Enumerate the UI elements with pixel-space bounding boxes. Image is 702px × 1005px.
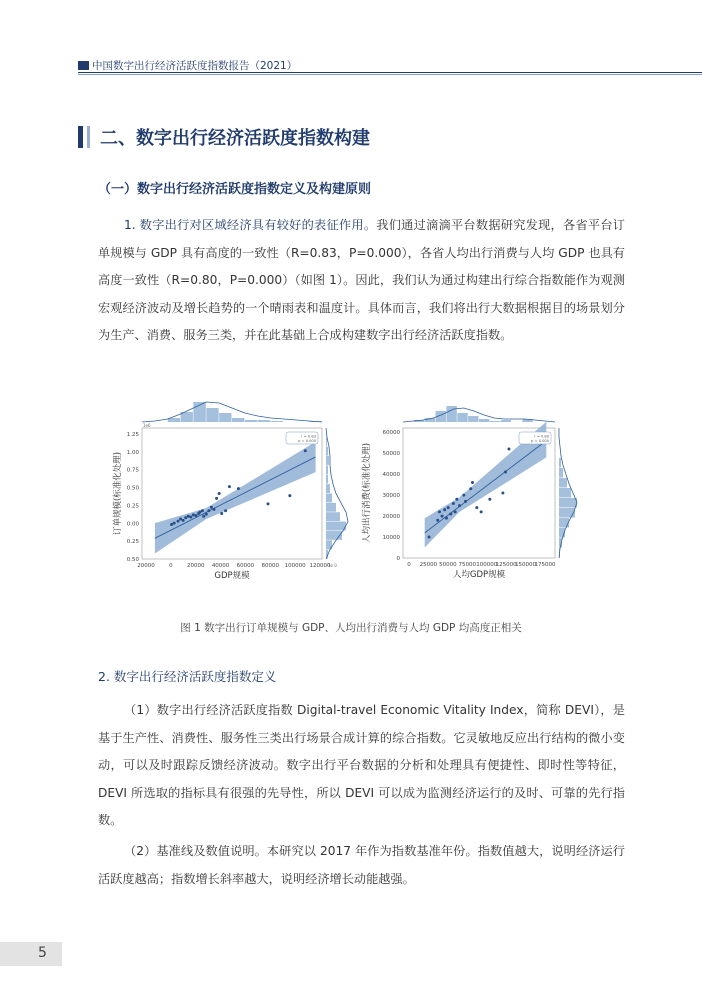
- data-point: [215, 497, 218, 500]
- x-tick-label: 150000: [515, 562, 537, 568]
- x-tick-label: 100000: [284, 563, 306, 569]
- regression-line: [155, 457, 316, 538]
- x-axis-label: 人均GDP规模: [452, 570, 506, 580]
- y-tick-label: 0.50: [126, 557, 139, 563]
- data-point: [198, 511, 201, 514]
- y-tick-label: 10000: [382, 535, 400, 541]
- data-point: [182, 519, 185, 522]
- right-histogram-bar: [559, 458, 561, 468]
- y-tick-label: 30000: [382, 493, 400, 499]
- data-point: [220, 512, 223, 515]
- y-tick-label: 20000: [382, 514, 400, 520]
- data-point: [480, 510, 483, 513]
- top-histogram-bar: [206, 408, 218, 422]
- x-tick-label: 0: [407, 562, 411, 568]
- top-histogram-bar: [271, 421, 283, 422]
- data-point: [179, 518, 182, 521]
- data-point: [462, 494, 465, 497]
- top-histogram-bar: [245, 420, 257, 422]
- right-histogram-bar: [559, 508, 575, 518]
- x-tick-label: 25000: [419, 562, 438, 568]
- figure-caption: 图 1 数字出行订单规模与 GDP、人均出行消费与人均 GDP 均高度正相关: [180, 622, 522, 634]
- data-point: [213, 508, 216, 511]
- top-histogram-bar: [501, 420, 511, 422]
- y-tick-label: 0.25: [126, 503, 139, 510]
- x-tick-label: 80000: [261, 563, 280, 569]
- y-tick-label: 0.00: [126, 521, 139, 528]
- section-marker: [78, 126, 83, 148]
- data-point: [201, 509, 204, 512]
- paragraph-2: （1）数字出行经济活跃度指数 Digital-travel Economic Vitality Index，简称 DEVI），是基于生产性、消费性、服务性三类出行场景合成计算的综合指数。它灵敏地反应出行结构的微小变动，可以及时跟踪反馈经济波动。数字出行平台数据的分析和处理具有便捷性、即时性等特征，DEVI 所选取的指标具有很强的先导性，所以 DEVI 可以成为监测经济运行的及时、可靠的先行指数。: [98, 703, 625, 827]
- y-tick-label: 50000: [382, 451, 400, 457]
- data-point: [458, 504, 461, 507]
- y-axis-label: 人均出行消费(标准化处理): [362, 442, 372, 544]
- data-point: [170, 523, 173, 526]
- legend-entry: r = 0.83: [301, 434, 316, 439]
- subsection-2-title: 2. 数字出行经济活跃度指数定义: [98, 669, 277, 684]
- subsection-title: （一）数字出行经济活跃度指数定义及构建原则: [98, 182, 372, 197]
- data-point: [192, 513, 195, 516]
- data-point: [475, 506, 478, 509]
- data-point: [488, 498, 491, 501]
- data-point: [455, 498, 458, 501]
- chart-gdp-orders: [108, 398, 358, 590]
- data-point: [195, 514, 198, 517]
- section-title: 二、数字出行经济活跃度指数构建: [100, 128, 370, 149]
- data-point: [237, 487, 240, 490]
- data-point: [504, 471, 507, 474]
- data-point: [173, 522, 176, 525]
- data-point: [471, 481, 474, 484]
- data-point: [177, 520, 180, 523]
- data-point: [469, 487, 472, 490]
- top-histogram-bar: [232, 418, 244, 422]
- chart-percapita-gdp-consumption: [355, 398, 600, 590]
- paragraph-1: [98, 212, 625, 350]
- y-tick-label: 0.25: [126, 539, 139, 546]
- y-tick-label: 60000: [382, 430, 400, 436]
- y-tick-label: 40000: [382, 472, 400, 478]
- data-point: [224, 509, 227, 512]
- y-tick-label: 1.25: [126, 432, 139, 438]
- data-point: [304, 449, 307, 452]
- right-histogram-bar: [326, 484, 330, 493]
- x-tick-label: 40000: [211, 563, 230, 569]
- right-histogram-bar: [326, 475, 328, 484]
- x-tick-label: 75000: [458, 562, 477, 568]
- top-histogram-bar: [490, 421, 500, 422]
- legend-entry: r = 0.80: [534, 434, 549, 439]
- paragraph-1-lead: 1. 数字出行对区域经济具有较好的表征作用。: [124, 218, 377, 232]
- paragraph-1-body: 我们通过滴滴平台数据研究发现，各省平台订单规模与 GDP 具有高度的一致性（R=0.83，P=0.000），各省人均出行消费与人均 GDP 也具有高度一致性（R=0.80，P=0.000）（如图 1）。因此，我们认为通过构建出行综合指数能作为观测宏观经济波动及增长趋势的一个晴雨表和温度计。具体而言，我们将出行大数据根据目的场景划分为生产、消费、服务三类，并在此基础上合成构建数字出行经济活跃度指数。: [98, 218, 625, 342]
- data-point: [464, 500, 467, 503]
- right-histogram-bar: [559, 498, 577, 508]
- x-axis-label: GDP规模: [214, 571, 250, 581]
- right-histogram-bar: [326, 494, 332, 503]
- x-tick-label: 120000: [309, 563, 331, 569]
- running-header: [78, 58, 297, 73]
- data-point: [501, 492, 504, 495]
- right-histogram-bar: [559, 478, 567, 488]
- data-point: [507, 447, 510, 450]
- x-tick-label: 20000: [137, 563, 155, 569]
- legend-entry: p = 0.000: [531, 439, 549, 443]
- x-tick-label: 50000: [439, 562, 457, 568]
- data-point: [445, 517, 448, 520]
- section-marker-light: [87, 126, 90, 148]
- data-point: [438, 510, 441, 513]
- y-tick-label: 0.50: [126, 485, 139, 492]
- data-point: [267, 502, 270, 505]
- top-histogram-bar: [479, 419, 489, 422]
- header-marker: [78, 61, 89, 70]
- data-point: [288, 494, 291, 497]
- margin-scale-label: 1e 0: [328, 563, 337, 568]
- y-tick-label: 0: [396, 556, 400, 562]
- header-divider-thin: [78, 74, 702, 75]
- section-heading: [78, 124, 370, 150]
- y-tick-label: 0.75: [126, 467, 139, 474]
- data-point: [205, 513, 208, 516]
- data-point: [202, 515, 205, 518]
- y-axis-label: 订单规模(标准化处理): [113, 451, 123, 536]
- data-point: [449, 512, 452, 515]
- y-tick-label: 1.00: [126, 449, 139, 456]
- right-histogram-bar: [326, 456, 329, 465]
- data-point: [428, 536, 431, 539]
- data-point: [454, 510, 457, 513]
- x-tick-label: 100000: [476, 562, 498, 568]
- x-tick-label: 175000: [534, 562, 556, 568]
- right-histogram-bar: [326, 512, 340, 521]
- right-histogram-bar: [326, 447, 328, 456]
- regression-line: [425, 441, 547, 533]
- legend-entry: p = 0.000: [298, 439, 316, 443]
- top-histogram-bar: [258, 420, 270, 422]
- x-tick-label: 20000: [186, 563, 205, 569]
- data-point: [207, 509, 210, 512]
- right-histogram-bar: [559, 468, 563, 478]
- x-tick-label: 125000: [495, 562, 517, 568]
- top-histogram-bar: [219, 413, 231, 422]
- right-histogram-bar: [559, 488, 571, 498]
- data-point: [228, 485, 231, 488]
- header-divider: [78, 72, 702, 73]
- top-histogram-bar: [468, 416, 478, 422]
- data-point: [187, 515, 190, 518]
- page-number-box: [0, 942, 62, 966]
- page-number: 5: [38, 945, 47, 961]
- header-title: 中国数字出行经济活跃度指数报告（2021）: [92, 60, 298, 72]
- data-point: [210, 506, 213, 509]
- data-point: [441, 515, 444, 518]
- right-histogram-bar: [326, 503, 336, 512]
- data-point: [218, 492, 221, 495]
- top-histogram-bar: [446, 406, 456, 422]
- x-tick-label: 60000: [236, 563, 255, 569]
- axis-scale-label: 1e6: [143, 423, 151, 428]
- right-histogram-bar: [326, 522, 346, 531]
- x-tick-label: 0: [169, 563, 173, 569]
- right-histogram-bar: [559, 518, 569, 528]
- right-histogram-bar: [326, 465, 328, 474]
- data-point: [184, 516, 187, 519]
- data-point: [443, 508, 446, 511]
- data-point: [452, 502, 455, 505]
- right-histogram-bar: [326, 437, 327, 446]
- paragraph-3: （2）基准线及数值说明。本研究以 2017 年作为指数基准年份。指数值越大，说明经济运行活跃度越高；指数增长斜率越大，说明经济增长动能越强。: [98, 844, 625, 886]
- top-histogram-bar: [457, 413, 467, 422]
- data-point: [189, 515, 192, 518]
- data-point: [447, 506, 450, 509]
- data-point: [436, 519, 439, 522]
